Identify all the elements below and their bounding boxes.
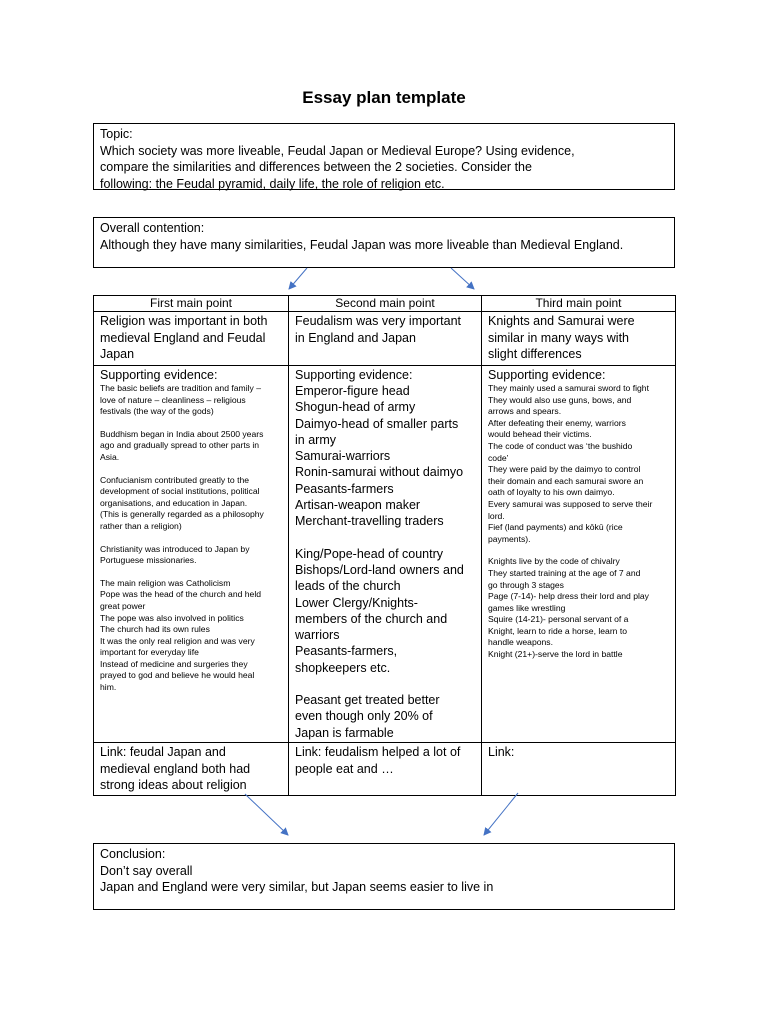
evidence-line: Japan is farmable [295,725,394,740]
main-point-row [94,312,676,366]
evidence-line: lord. [488,510,505,521]
evidence-line: would behead their victims. [488,429,592,440]
main-point-line: Religion was important in both [100,314,268,328]
arrow-icon [451,268,474,289]
conclusion-box [93,843,675,910]
evidence-line: ago and gradually spread to other parts in [100,440,260,451]
main-point-line: Japan [100,347,135,361]
evidence-line: Buddhism began in India about 2500 years [100,428,264,439]
arrow-icon [245,794,288,835]
second-evidence-cell [289,366,482,743]
topic-box [93,123,675,190]
evidence-row [94,366,676,743]
main-points-table [93,295,676,796]
evidence-line: Peasants-farmers, [295,644,398,659]
evidence-line: Every samurai was supposed to serve their [488,498,653,509]
topic-line: compare the similarities and differences between the 2 societies. Consider the [100,160,532,174]
main-point-line: slight differences [488,347,582,361]
evidence-line: Confucianism contributed greatly to the [100,474,250,485]
evidence-line: Peasants-farmers [295,481,394,496]
header-row [94,296,676,312]
evidence-line: The pope was also involved in politics [100,612,244,623]
first-evidence-cell [94,366,289,743]
conclusion-line: Japan and England were very similar, but Japan seems easier to live in [100,880,494,894]
link-line: medieval england both had [100,761,251,776]
evidence-line: Knight, learn to ride a horse, learn to [488,625,628,636]
second-evidence-list [295,383,475,741]
evidence-line: They were paid by the daimyo to control [488,464,641,475]
topic-label: Topic: [100,127,133,141]
evidence-line: After defeating their enemy, warriors [488,417,626,428]
evidence-line: The basic beliefs are tradition and family – [100,383,261,393]
evidence-line: King/Pope-head of country [295,546,444,561]
header-first-main-point: First main point [94,296,289,312]
contention-box [93,217,675,268]
evidence-spacer [295,530,475,546]
evidence-spacer [100,418,282,429]
evidence-line: Page (7-14)- help dress their lord and play [488,591,649,602]
evidence-line: payments). [488,533,531,544]
main-point-line: in England and Japan [295,330,416,345]
evidence-line: It was the only real religion and was very [100,635,255,646]
evidence-label: Supporting evidence: [488,368,606,382]
third-main-point [482,312,676,366]
evidence-line: organisations, and education in Japan. [100,497,248,508]
evidence-line: They would also use guns, bows, and [488,394,632,405]
evidence-line: The church had its own rules [100,624,210,635]
main-point-line: Knights and Samurai were [488,314,635,328]
first-main-point [94,312,289,366]
first-link-cell [94,743,289,796]
evidence-line: warriors [295,628,340,643]
evidence-line: Merchant-travelling traders [295,514,444,529]
evidence-line: handle weapons. [488,637,553,648]
evidence-line: Samurai-warriors [295,449,391,464]
main-point-line: Feudalism was very important [295,314,462,328]
page-title: Essay plan template [302,88,466,107]
header-third-main-point: Third main point [482,296,676,312]
arrow-icon [484,793,518,835]
conclusion-line: Don’t say overall [100,863,193,878]
evidence-line: Pope was the head of the church and held [100,589,262,600]
evidence-spacer [295,676,475,692]
evidence-spacer [100,464,282,475]
link-line: strong ideas about religion [100,778,247,792]
conclusion-label: Conclusion: [100,847,166,861]
evidence-line: important for everyday life [100,647,199,658]
third-evidence-cell [482,366,676,743]
evidence-line: development of social institutions, political [100,486,260,497]
evidence-line: Shogun-head of army [295,400,416,415]
evidence-line: arrows and spears. [488,406,562,417]
evidence-spacer [488,545,669,556]
evidence-line: Squire (14-21)- personal servant of a [488,614,629,625]
contention-text: Although they have many similarities, Feudal Japan was more liveable than Medieval England. [100,237,624,252]
header-second-main-point: Second main point [289,296,482,312]
evidence-line: even though only 20% of [295,709,433,724]
evidence-line: Knights live by the code of chivalry [488,556,620,567]
evidence-line: festivals (the way of the gods) [100,406,214,417]
topic-line: following: the Feudal pyramid, daily life, the role of religion etc. [100,176,445,191]
evidence-line: Artisan-weapon maker [295,498,421,513]
third-link-cell [482,743,676,796]
evidence-line: Lower Clergy/Knights- [295,595,418,610]
evidence-line: Portuguese missionaries. [100,555,197,566]
evidence-line: great power [100,600,146,611]
evidence-line: prayed to god and believe he would heal [100,670,255,681]
evidence-line: They mainly used a samurai sword to fight [488,383,649,393]
evidence-line: leads of the church [295,579,401,594]
contention-label: Overall contention: [100,221,205,235]
evidence-line: The code of conduct was ‘the bushido [488,440,633,451]
link-line: Link: feudal Japan and [100,745,226,759]
evidence-line: games like wrestling [488,602,566,613]
evidence-line: Bishops/Lord-land owners and [295,562,464,577]
link-line: people eat and … [295,761,394,776]
link-line: Link: feudalism helped a lot of [295,745,461,759]
evidence-line: Asia. [100,451,120,462]
second-main-point [289,312,482,366]
evidence-line: Knight (21+)-serve the lord in battle [488,649,623,660]
first-evidence-list [100,383,282,694]
evidence-label: Supporting evidence: [100,368,218,382]
evidence-line: (This is generally regarded as a philosophy [100,509,264,520]
second-link-cell [289,743,482,796]
evidence-line: him. [100,682,117,693]
main-point-line: medieval England and Feudal [100,330,266,345]
evidence-line: Ronin-samurai without daimyo [295,465,464,480]
topic-line: Which society was more liveable, Feudal Japan or Medieval Europe? Using evidence, [100,143,575,158]
link-row [94,743,676,796]
main-point-line: similar in many ways with [488,330,630,345]
evidence-line: The main religion was Catholicism [100,577,231,588]
arrow-icon [289,268,307,289]
evidence-line: Emperor-figure head [295,384,410,398]
evidence-line: members of the church and [295,611,448,626]
evidence-spacer [100,533,282,544]
evidence-line: Instead of medicine and surgeries they [100,658,248,669]
evidence-line: They started training at the age of 7 and [488,567,641,578]
evidence-line: oath of loyalty to his own daimyo. [488,487,615,498]
evidence-line: code’ [488,452,509,463]
third-evidence-list [488,383,669,661]
evidence-line: Christianity was introduced to Japan by [100,543,250,554]
evidence-line: Daimyo-head of smaller parts [295,416,459,431]
evidence-label: Supporting evidence: [295,368,413,382]
evidence-line: go through 3 stages [488,579,564,590]
evidence-line: love of nature – cleanliness – religious [100,394,246,405]
evidence-line: rather than a religion) [100,520,182,531]
evidence-line: in army [295,432,336,447]
evidence-line: their domain and each samurai swore an [488,475,644,486]
evidence-line: Fief (land payments) and kōkū (rice [488,522,623,533]
evidence-spacer [100,567,282,578]
link-line: Link: [488,745,515,759]
evidence-line: Peasant get treated better [295,693,440,708]
evidence-line: shopkeepers etc. [295,660,391,675]
